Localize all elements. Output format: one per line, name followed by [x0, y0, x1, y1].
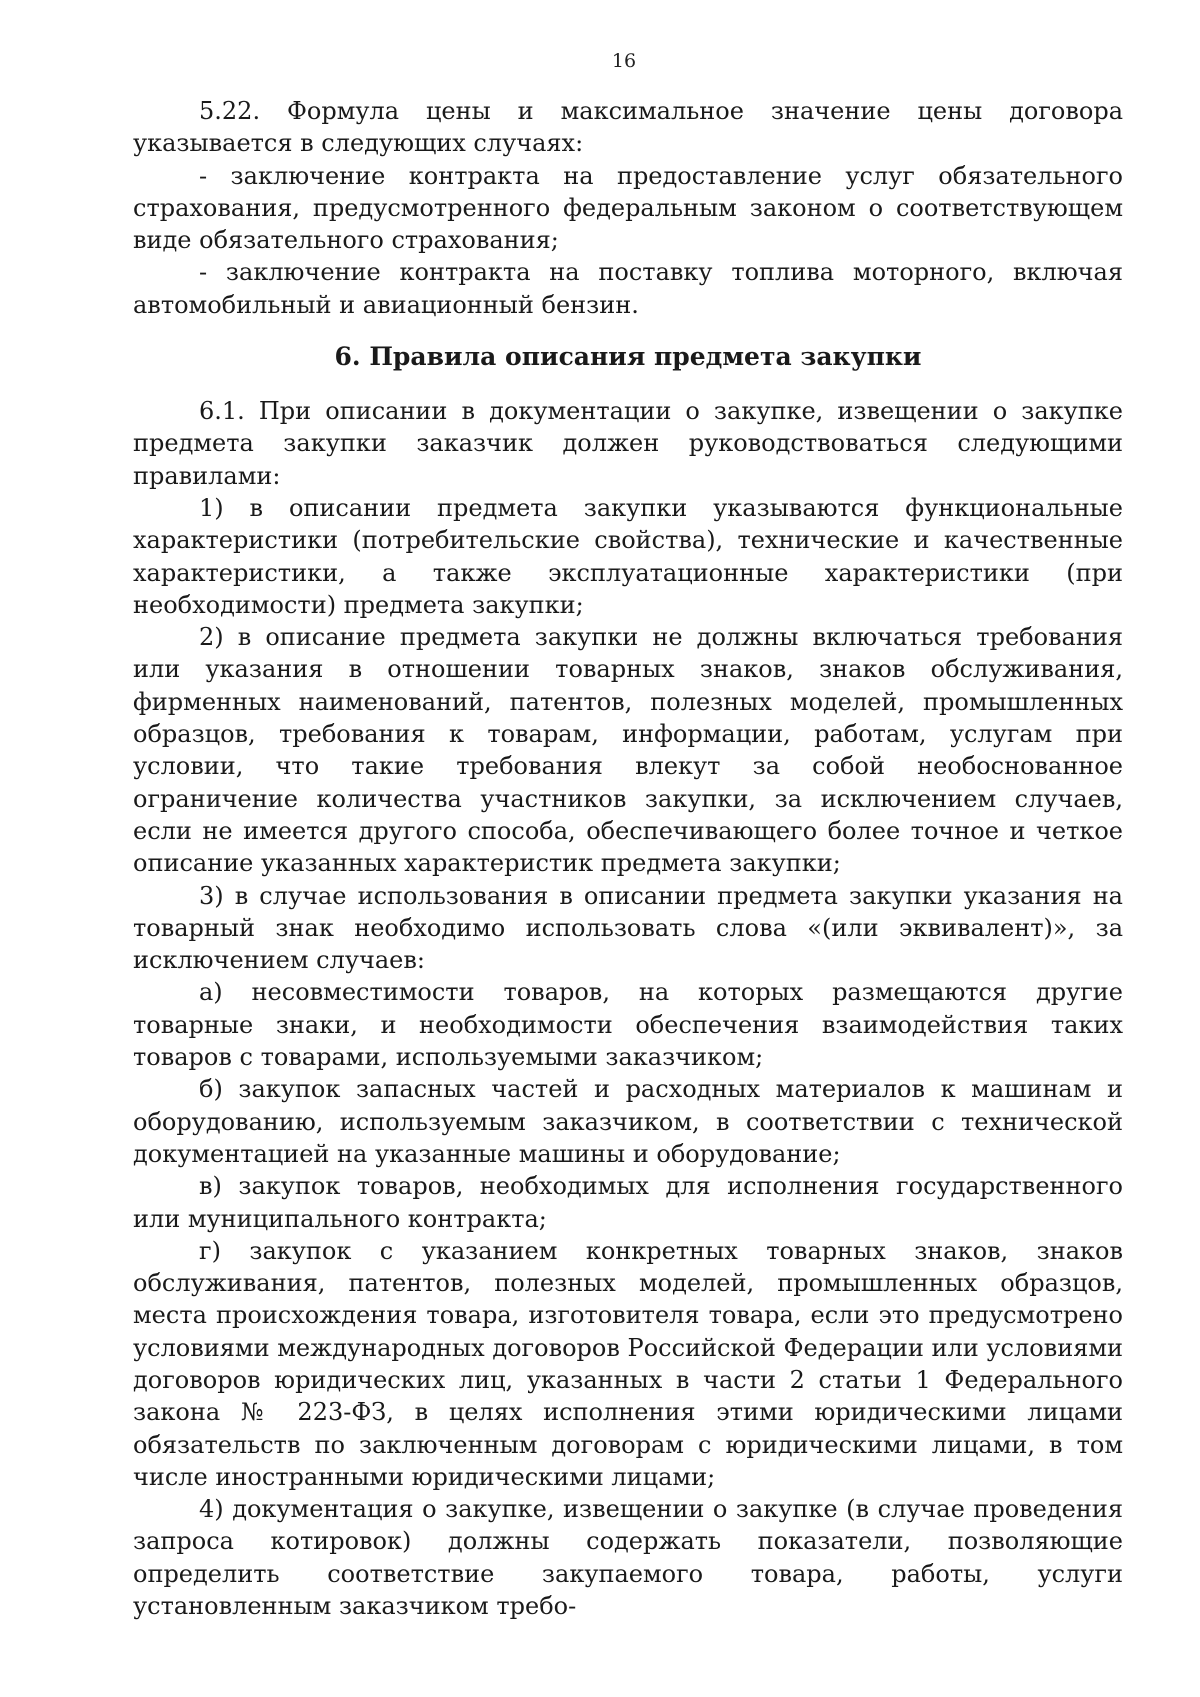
rule-2: 2) в описание предмета закупки не должны включаться требования или указания в отношении товарных знаков, знаков обслуживания, фирменных наименований, патентов, полезных моделей, промышленных образцов, требования к товарам, информации, работам, услугам при условии, что такие требования влекут за собой необоснованное ограничение количества участников закупки, за исключением случаев, если не имеется другого способа, обеспечивающего более точное и четкое описание указанных характеристик предмета закупки;: [133, 623, 1123, 878]
paragraph-5-22-item-insurance: - заключение контракта на предоставление услуг обязательного страхования, предусмотренного федеральным законом о соответствующем виде обязательного страхования;: [133, 161, 1123, 255]
rule-3-sub-v: в) закупок товаров, необходимых для исполнения государственного или муниципального контракта;: [133, 1172, 1123, 1233]
rule-3-sub-a: а) несовместимости товаров, на которых размещаются другие товарные знаки, и необходимости обеспечения взаимодействия таких товаров с товарами, используемыми заказчиком;: [133, 978, 1123, 1072]
document-body: [133, 95, 1123, 1622]
rule-3-sub-b: б) закупок запасных частей и расходных материалов к машинам и оборудованию, используемым заказчиком, в соответствии с технической документацией на указанные машины и оборудование;: [133, 1075, 1123, 1168]
rule-4: 4) документация о закупке, извещении о закупке (в случае проведения запроса котировок) должны содержать показатели, позволяющие определить соответствие закупаемого товара, работы, услуги установленным заказчиком требо-: [133, 1495, 1123, 1621]
paragraph-5-22-item-fuel: - заключение контракта на поставку топлива моторного, включая автомобильный и авиационный бензин.: [133, 258, 1123, 319]
paragraph-5-22-intro: 5.22. Формула цены и максимальное значение цены договора указывается в следующих случаях:: [133, 97, 1123, 158]
rule-1: 1) в описании предмета закупки указываются функциональные характеристики (потребительские свойства), технические и качественные характеристики, а также эксплуатационные характеристики (при необходимости) предмета закупки;: [133, 493, 1123, 619]
rule-3: 3) в случае использования в описании предмета закупки указания на товарный знак необходимо использовать слова «(или эквивалент)», за исключением случаев:: [133, 881, 1123, 975]
page-number: 16: [611, 50, 637, 72]
section-6-heading: 6. Правила описания предмета закупки: [334, 342, 922, 372]
rule-3-sub-g: г) закупок с указанием конкретных товарных знаков, знаков обслуживания, патентов, полезных моделей, промышленных образцов, места происхождения товара, изготовителя товара, если это предусмотрено условиями международных договоров Российской Федерации или условиями договоров юридических лиц, указанных в части 2 статьи 1 Федерального закона № 223-ФЗ, в целях исполнения этими юридическими лицами обязательств по заключенным договорам с юридическими лицами, в том числе иностранными юридическими лицами;: [133, 1236, 1123, 1491]
paragraph-6-1: 6.1. При описании в документации о закупке, извещении о закупке предмета закупки заказчик должен руководствоваться следующими правилами:: [133, 397, 1123, 490]
